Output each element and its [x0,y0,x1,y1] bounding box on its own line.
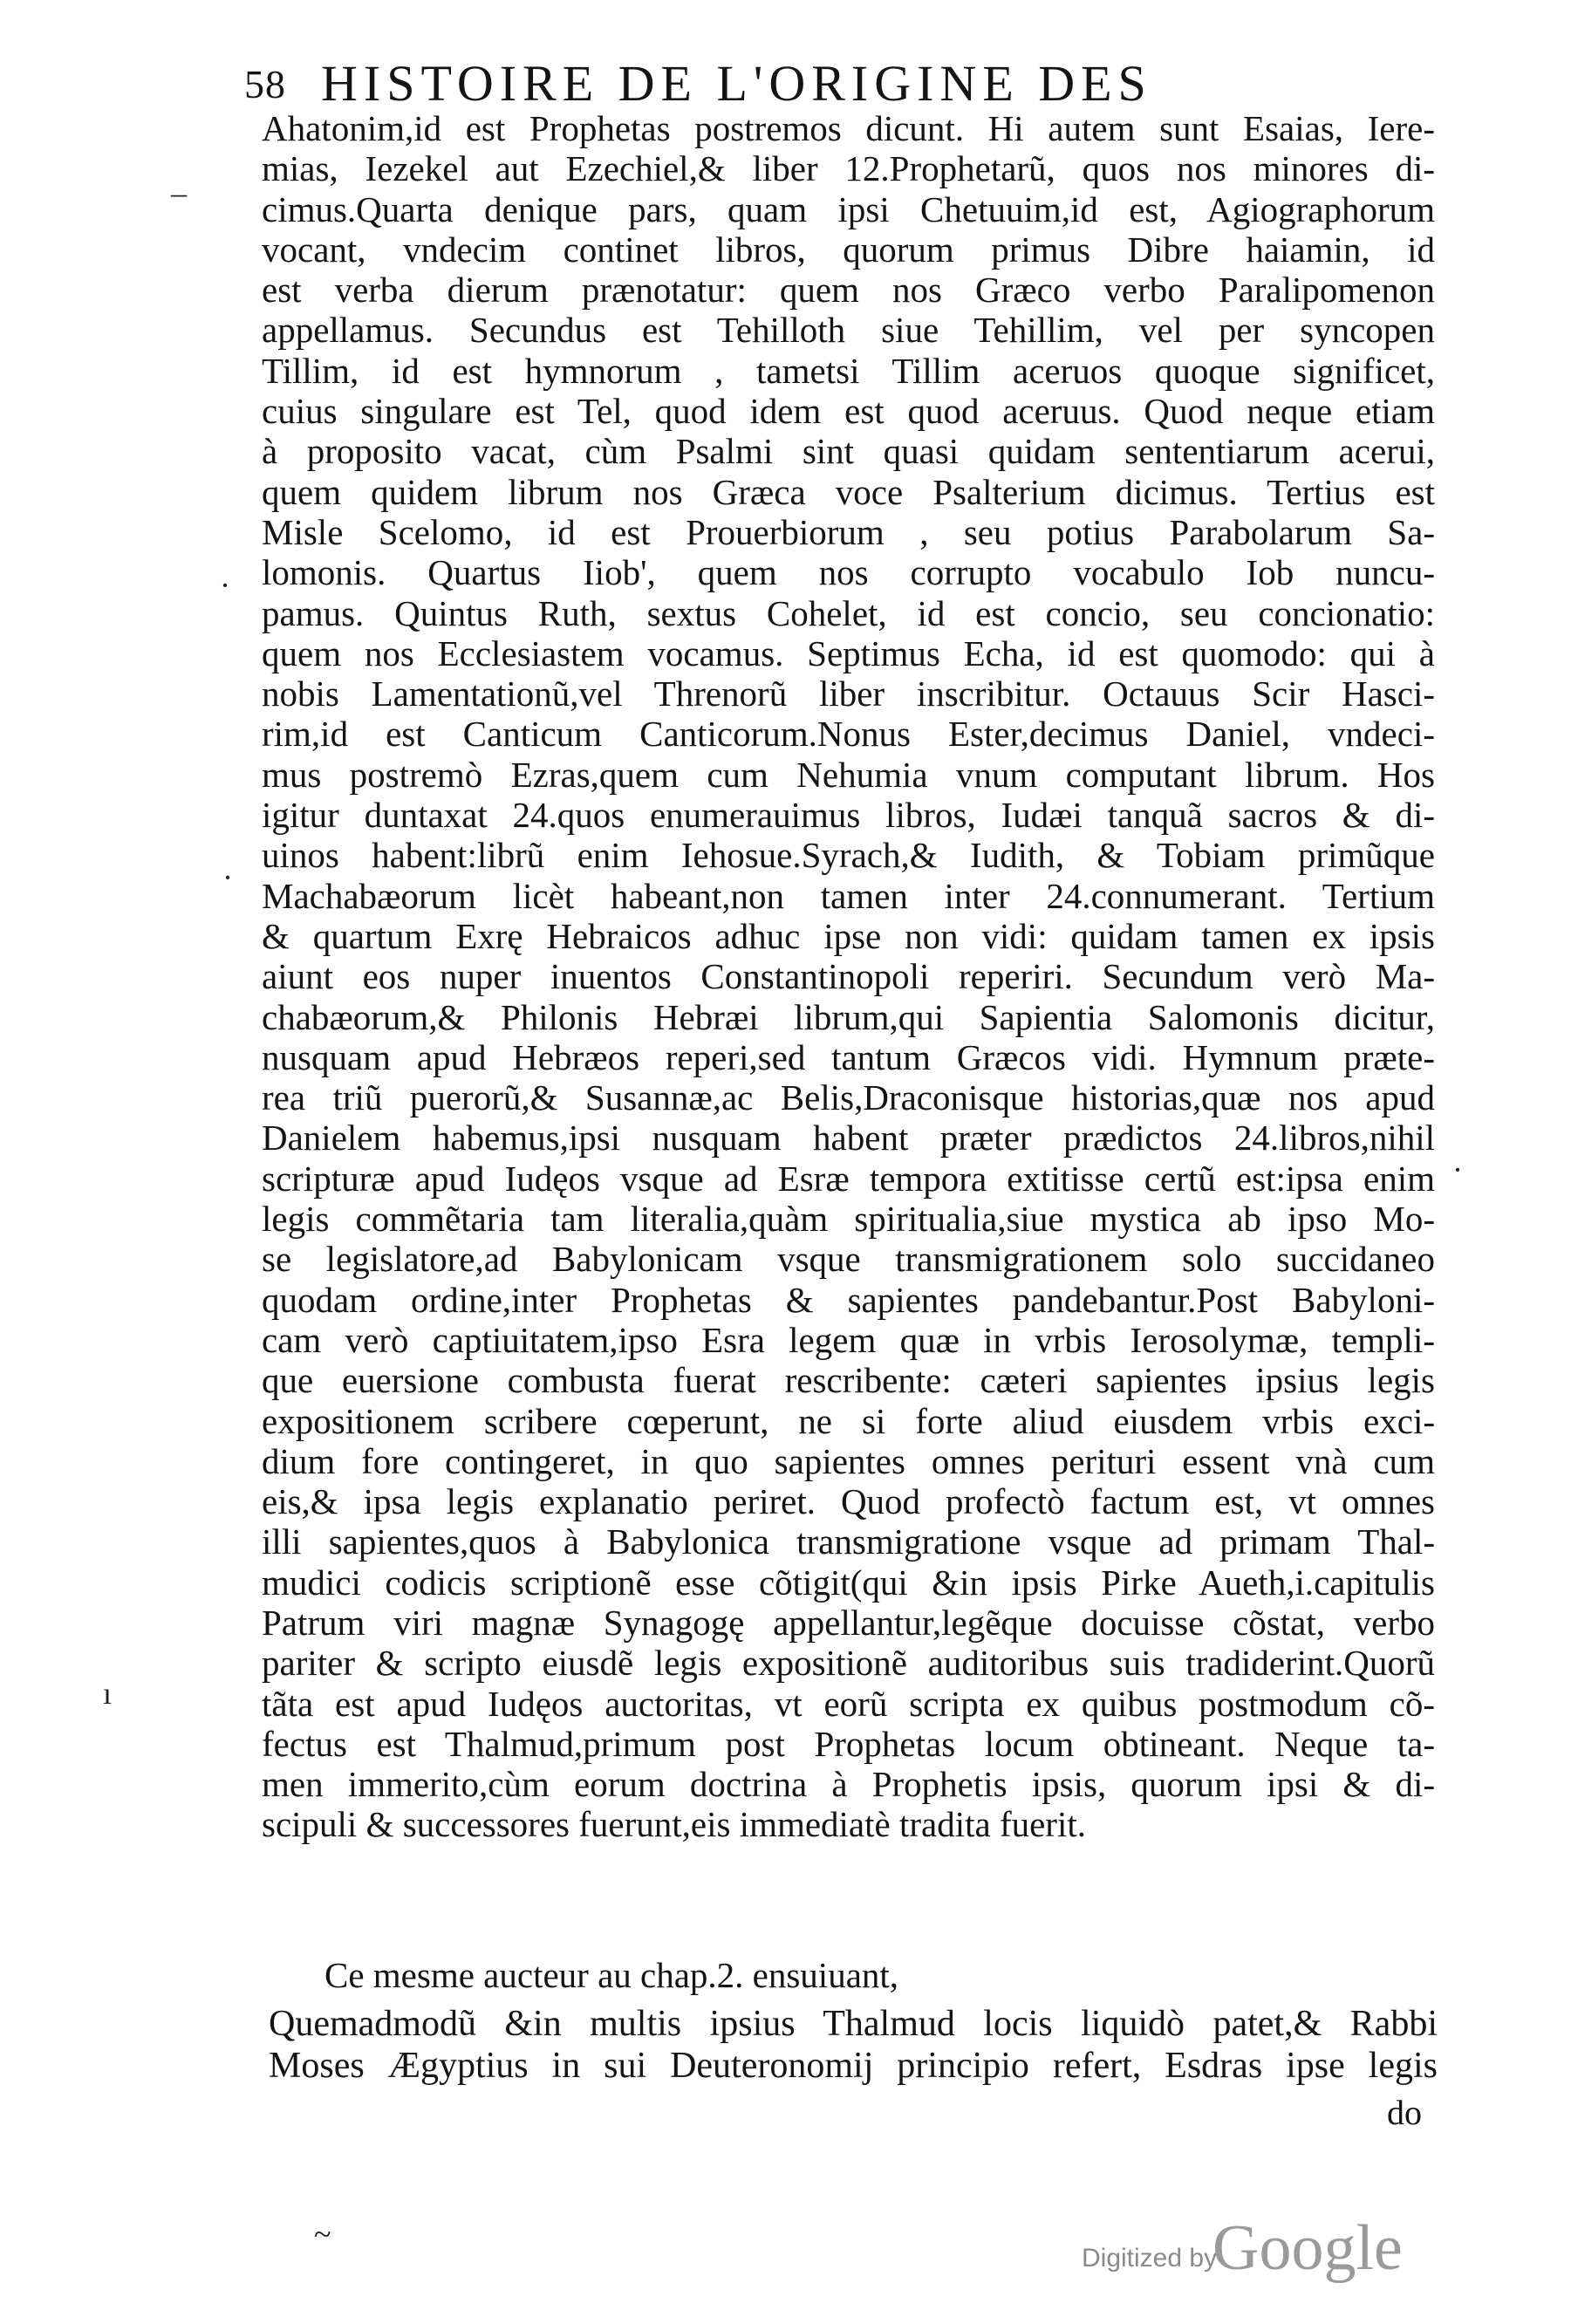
text-line: aiunt eos nuper inuentos Constantinopoli reperiri. Secundum verò Ma- [262,956,1435,997]
text-line: Danielem habemus,ipsi nusquam habent præter prædictos 24.libros,nihil [262,1118,1435,1159]
text-line: Patrum viri magnæ Synagogę appellantur,legẽque docuisse cõstat, verbo [262,1602,1435,1643]
text-line: men immerito,cùm eorum doctrina à Prophetis ipsis, quorum ipsi & di- [262,1764,1435,1805]
text-line: eis,& ipsa legis explanatio periret. Quod profectò factum est, vt omnes [262,1481,1435,1522]
text-line: expositionem scribere cœperunt, ne si forte aliud eiusdem vrbis exci- [262,1400,1435,1441]
text-line: scripturæ apud Iudęos vsque ad Esræ tempora extitisse certũ est:ipsa enim [262,1158,1435,1199]
text-line: igitur duntaxat 24.quos enumerauimus libros, Iudæi tanquã sacros & di- [262,795,1435,836]
margin-dot-mark: · [1452,1152,1463,1187]
running-head: HISTOIRE DE L'ORIGINE DES [321,55,1152,112]
text-line: Ahatonim,id est Prophetas postremos dicunt. Hi autem sunt Esaias, Iere- [262,108,1435,148]
margin-dot-mark: · [220,568,230,603]
margin-dash-mark: – [171,175,187,210]
text-line: tãta est apud Iudęos auctoritas, vt eorũ scripta ex quibus postmodum cõ- [262,1683,1435,1724]
text-line: quem quidem librum nos Græca voce Psalterium dicimus. Tertius est [262,471,1435,512]
watermark-digitized-text: Digitized by [1082,2244,1218,2273]
text-line: uinos habent:librũ enim Iehosue.Syrach,& Iudith, & Tobiam primũque [262,835,1435,876]
digitized-by-google-watermark [1082,2207,1448,2286]
text-line: lomonis. Quartus Iiob', quem nos corrupto vocabulo Iob nuncu- [262,552,1435,593]
margin-ink-mark: ~ [314,2217,331,2252]
text-line: mus postremò Ezras,quem cum Nehumia vnum computant librum. Hos [262,754,1435,795]
text-line: chabæorum,& Philonis Hebræi librum,qui Sapientia Salomonis dicitur, [262,996,1435,1037]
text-line: se legislatore,ad Babylonicam vsque transmigrationem solo succidaneo [262,1239,1435,1280]
text-line: pamus. Quintus Ruth, sextus Cohelet, id est concio, seu concionatio: [262,592,1435,633]
text-line-last: scipuli & successores fuerunt,eis immediatè tradita fuerit. [262,1804,1086,1845]
page-number: 58 [244,62,286,106]
text-line: rim,id est Canticum Canticorum.Nonus Ester,decimus Daniel, vndeci- [262,714,1435,755]
text-line: cimus.Quarta denique pars, quam ipsi Chetuuim,id est, Agiographorum [262,188,1435,229]
text-line: fectus est Thalmud,primum post Prophetas locum obtineant. Neque ta- [262,1723,1435,1764]
text-line: nobis Lamentationũ,vel Threnorũ liber inscribitur. Octauus Scir Hasci- [262,673,1435,714]
text-line: vocant, vndecim continet libros, quorum primus Dibre haiamin, id [262,229,1435,270]
french-transition-line: Ce mesme aucteur au chap.2. ensuiuant, [324,1955,899,1995]
catchword: do [1387,2093,1422,2132]
margin-dot-mark: · [222,860,233,895]
text-line: quodam ordine,inter Prophetas & sapientes pandebantur.Post Babyloni- [262,1279,1435,1320]
text-line: Tillim, id est hymnorum , tametsi Tillim aceruos quoque significet, [262,350,1435,391]
text-line: mudici codicis scriptionẽ esse cõtigit(qui &in ipsis Pirke Aueth,i.capitulis [262,1562,1435,1603]
text-line: est verba dierum prænotatur: quem nos Græco verbo Paralipomenon [262,270,1435,311]
text-line: mias, Iezekel aut Ezechiel,& liber 12.Prophetarũ, quos nos minores di- [262,148,1435,189]
text-line: appellamus. Secundus est Tehilloth siue Tehillim, vel per syncopen [262,310,1435,351]
text-line: à proposito vacat, cùm Psalmi sint quasi quidam sententiarum acerui, [262,431,1435,472]
text-line: & quartum Exrę Hebraicos adhuc ipse non vidi: quidam tamen ex ipsis [262,915,1435,956]
page-header [234,54,1438,115]
quote-line: Moses Ægyptius in sui Deuteronomij principio refert, Esdras ipse legis [269,2046,1438,2086]
quotation-block [269,2003,1438,2087]
text-line: cam verò captiuitatem,ipso Esra legem quæ in vrbis Ierosolymæ, templi- [262,1319,1435,1360]
text-line: cuius singulare est Tel, quod idem est quod aceruus. Quod neque etiam [262,391,1435,432]
text-line: dium fore contingeret, in quo sapientes omnes perituri essent vnà cum [262,1440,1435,1481]
text-line: rea triũ puerorũ,& Susannæ,ac Belis,Draconisque historias,quæ nos apud [262,1077,1435,1118]
text-line: nusquam apud Hebræos reperi,sed tantum Græcos vidi. Hymnum præte- [262,1036,1435,1077]
text-line: legis commẽtaria tam literalia,quàm spiritualia,siue mystica ab ipso Mo- [262,1199,1435,1240]
margin-stroke-mark: ı [103,1676,113,1711]
text-line: illi sapientes,quos à Babylonica transmigratione vsque ad primam Thal- [262,1521,1435,1562]
quote-line: Quemadmodũ &in multis ipsius Thalmud locis liquidò patet,& Rabbi [269,2004,1438,2044]
body-text [262,108,1435,1845]
google-logo-text: Google [1212,2212,1403,2284]
text-line: que euersione combusta fuerat rescribente: cæteri sapientes ipsius legis [262,1360,1435,1401]
text-line: pariter & scripto eiusdẽ legis expositionẽ auditoribus suis tradiderint.Quorũ [262,1643,1435,1684]
text-line: quem nos Ecclesiastem vocamus. Septimus Echa, id est quomodo: qui à [262,632,1435,673]
text-line: Machabæorum licèt habeant,non tamen inter 24.connumerant. Tertium [262,875,1435,916]
text-line: Misle Scelomo, id est Prouerbiorum , seu potius Parabolarum Sa- [262,511,1435,552]
